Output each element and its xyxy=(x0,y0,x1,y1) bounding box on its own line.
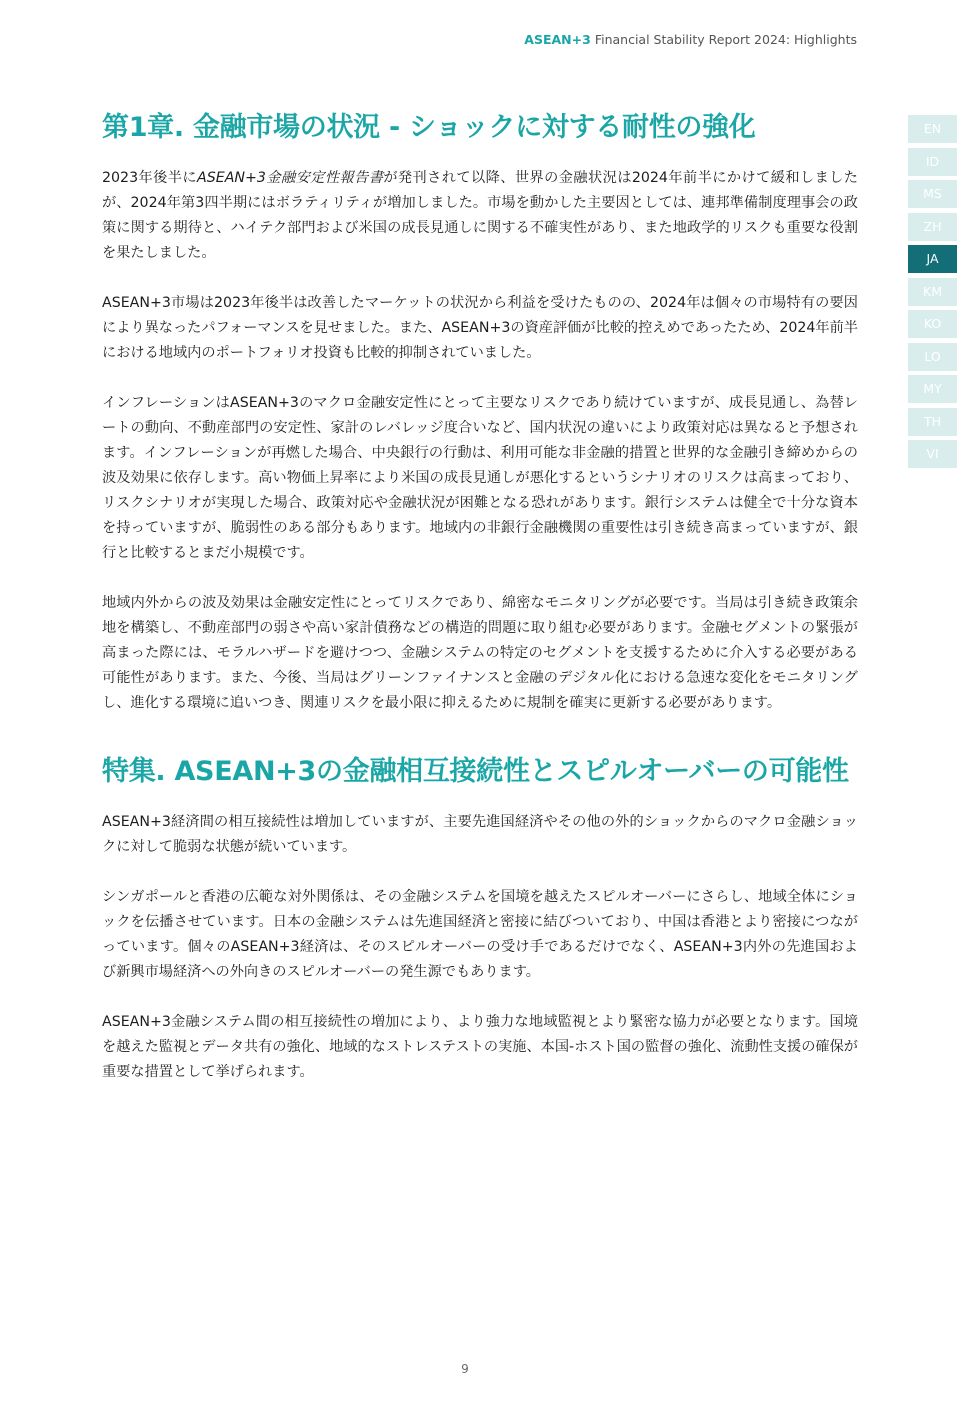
header-title: Financial Stability Report 2024: Highlights xyxy=(594,32,857,47)
lang-tab-ja[interactable]: JA xyxy=(908,245,957,273)
report-title-italic: ASEAN+3金融安定性報告書 xyxy=(197,170,384,186)
running-header xyxy=(524,32,857,47)
lang-tab-id[interactable]: ID xyxy=(908,148,957,176)
lang-tab-vi[interactable]: VI xyxy=(908,440,957,468)
p1-text-start: 2023年後半に xyxy=(102,170,198,186)
special-feature-heading: 特集. ASEAN+3の金融相互接続性とスピルオーバーの可能性 xyxy=(102,756,849,787)
lang-tab-th[interactable]: TH xyxy=(908,408,957,436)
lang-tab-ms[interactable]: MS xyxy=(908,180,957,208)
special-feature-paragraph-2: シンガポールと香港の広範な対外関係は、その金融システムを国境を越えたスピルオーバーにさらし、地域全体にショックを伝播させています。日本の金融システムは先進国経済と密接に結びついており、中国は香港とより密接につながっています。個々のASEAN+3経済は、そのスピルオーバーの受け手であるだけでなく、ASEAN+3内外の先進国および新興市場経済への外向きのスピルオーバーの発生源でもあります。 xyxy=(102,889,858,980)
special-feature-paragraph-1: ASEAN+3経済間の相互接続性は増加していますが、主要先進国経済やその他の外的ショックからのマクロ金融ショックに対して脆弱な状態が続いています。 xyxy=(102,814,858,855)
p1-text-end: が発刊されて以降、世界の金融状況は2024年前半にかけて緩和しましたが、2024年第3四半期にはボラティリティが増加しました。市場を動かした主要因としては、連邦準備制度理事会の政策に関する期待と、ハイテク部門および米国の成長見通しに関する不確実性があり、また地政学的リスクも重要な役割を果たしました。 xyxy=(102,170,858,261)
lang-tab-my[interactable]: MY xyxy=(908,375,957,403)
lang-tab-en[interactable]: EN xyxy=(908,115,957,143)
lang-tab-lo[interactable]: LO xyxy=(908,343,957,371)
chapter-1-paragraph-4: 地域内外からの波及効果は金融安定性にとってリスクであり、綿密なモニタリングが必要です。当局は引き続き政策余地を構築し、不動産部門の弱さや高い家計債務などの構造的問題に取り組む必要があります。金融セグメントの緊張が高まった際には、モラルハザードを避けつつ、金融システムの特定のセグメントを支援するために介入する必要がある可能性があります。また、今後、当局はグリーンファイナンスと金融のデジタル化における急速な変化をモニタリングし、進化する環境に追いつき、関連リスクを最小限に抑えるために規制を確実に更新する必要があります。 xyxy=(102,595,858,711)
chapter-1-paragraph-2: ASEAN+3市場は2023年後半は改善したマーケットの状況から利益を受けたものの、2024年は個々の市場特有の要因により異なったパフォーマンスを見せました。また、ASEAN+3の資産評価が比較的控えめであったため、2024年前半における地域内のポートフォリオ投資も比較的抑制されていました。 xyxy=(102,295,858,361)
header-brand: ASEAN+3 xyxy=(524,32,591,47)
chapter-1-paragraph-1 xyxy=(102,166,858,266)
language-nav xyxy=(908,115,957,473)
main-content xyxy=(102,110,858,1110)
lang-tab-ko[interactable]: KO xyxy=(908,310,957,338)
lang-tab-km[interactable]: KM xyxy=(908,278,957,306)
section-special-feature xyxy=(102,754,858,1085)
section-chapter-1 xyxy=(102,110,858,716)
page-number: 9 xyxy=(461,1362,469,1376)
lang-tab-zh[interactable]: ZH xyxy=(908,213,957,241)
chapter-1-heading: 第1章. 金融市場の状況 - ショックに対する耐性の強化 xyxy=(102,112,756,143)
special-feature-paragraph-3: ASEAN+3金融システム間の相互接続性の増加により、より強力な地域監視とより緊密な協力が必要となります。国境を越えた監視とデータ共有の強化、地域的なストレステストの実施、本国-ホスト国の監督の強化、流動性支援の確保が重要な措置として挙げられます。 xyxy=(102,1014,858,1080)
chapter-1-paragraph-3: インフレーションはASEAN+3のマクロ金融安定性にとって主要なリスクであり続けていますが、成長見通し、為替レートの動向、不動産部門の安定性、家計のレバレッジ度合いなど、国内状況の違いにより政策対応は異なると予想されます。インフレーションが再燃した場合、中央銀行の行動は、利用可能な非金融的措置と世界的な金融引き締めからの波及効果に依存します。高い物価上昇率により米国の成長見通しが悪化するというシナリオのリスクは高まっており、リスクシナリオが実現した場合、政策対応や金融状況が困難となる恐れがあります。銀行システムは健全で十分な資本を持っていますが、脆弱性のある部分もあります。地域内の非銀行金融機関の重要性は引き続き高まっていますが、銀行と比較するとまだ小規模です。 xyxy=(102,395,858,561)
